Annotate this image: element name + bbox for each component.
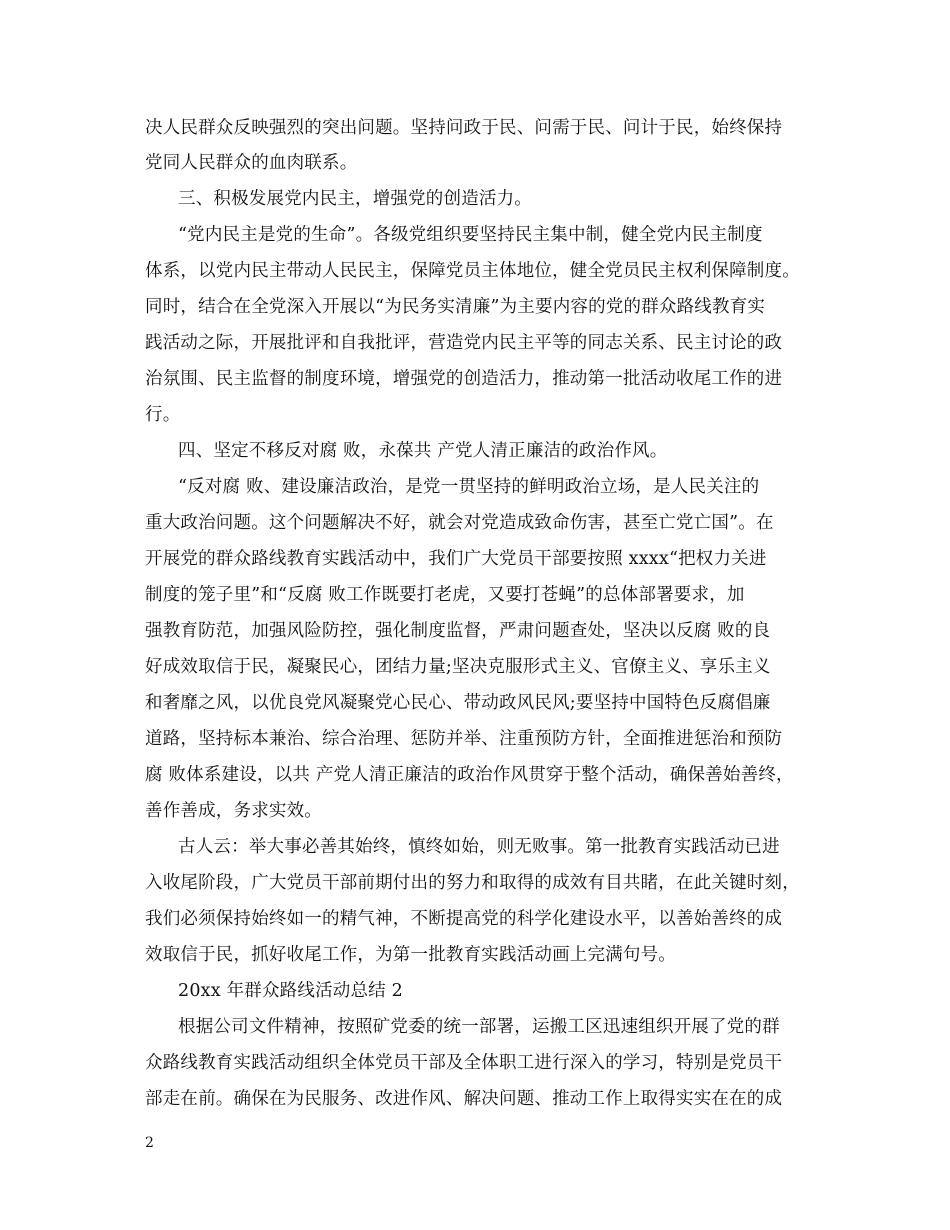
text-line: 重大政治问题。这个问题解决不好，就会对党造成致命伤害，甚至亡党亡国”。在 xyxy=(145,513,774,533)
text-line: 道路，坚持标本兼治、综合治理、惩防并举、注重预防方针，全面推进惩治和预防 xyxy=(145,729,783,749)
text-line: 党同人民群众的血肉联系。 xyxy=(145,153,358,173)
text-line: 根据公司文件精神，按照矿党委的统一部署，运搬工区迅速组织开展了党的群 xyxy=(178,1017,780,1037)
text-line: 决人民群众反映强烈的突出问题。坚持问政于民、问需于民、问计于民，始终保持 xyxy=(145,118,783,138)
text-line: 我们必须保持始终如一的精气神，不断提高党的科学化建设水平，以善始善终的成 xyxy=(145,909,783,929)
text-line: 开展党的群众路线教育实践活动中，我们广大党员干部要按照 xxxx“把权力关进 xyxy=(145,549,767,569)
text-line: 古人云：举大事必善其始终，慎终如始，则无败事。第一批教育实践活动已进 xyxy=(178,837,780,857)
text-line: 部走在前。确保在为民服务、改进作风、解决问题、推动工作上取得实实在在的成 xyxy=(145,1089,783,1109)
text-line: 践活动之际，开展批评和自我批评，营造党内民主平等的同志关系、民主讨论的政 xyxy=(145,333,783,353)
text-line: “党内民主是党的生命”。各级党组织要坚持民主集中制，健全党内民主制度 xyxy=(178,225,763,245)
text-line: 好成效取信于民，凝聚民心，团结力量;坚决克服形式主义、官僚主义、享乐主义 xyxy=(145,657,771,677)
text-line: 善作善成，务求实效。 xyxy=(145,801,322,821)
section-heading: 三、积极发展党内民主，增强党的创造活力。 xyxy=(178,189,532,209)
text-line: 制度的笼子里”和“反腐 败工作既要打老虎，又要打苍蝇”的总体部署要求，加 xyxy=(145,585,745,605)
text-line: 体系，以党内民主带动人民民主，保障党员主体地位，健全党员民主权利保障制度。 xyxy=(145,261,800,281)
text-line: “反对腐 败、建设廉洁政治，是党一贯坚持的鲜明政治立场，是人民关注的 xyxy=(178,477,760,497)
section-heading: 四、坚定不移反对腐 败，永葆共 产党人清正廉洁的政治作风。 xyxy=(178,441,668,461)
text-line: 强教育防范，加强风险防控，强化制度监督，严肃问题查处，坚决以反腐 败的良 xyxy=(145,621,771,641)
section-title: 20xx 年群众路线活动总结 2 xyxy=(178,981,403,1001)
text-line: 行。 xyxy=(145,405,181,425)
text-line: 众路线教育实践活动组织全体党员干部及全体职工进行深入的学习，特别是党员干 xyxy=(145,1053,783,1073)
page-number: 2 xyxy=(145,1135,154,1151)
text-line: 治氛围、民主监督的制度环境，增强党的创造活力，推动第一批活动收尾工作的进 xyxy=(145,369,783,389)
text-line: 入收尾阶段，广大党员干部前期付出的努力和取得的成效有目共睹，在此关键时刻， xyxy=(145,873,800,893)
text-line: 同时，结合在全党深入开展以“为民务实清廉”为主要内容的党的群众路线教育实 xyxy=(145,297,766,317)
text-line: 效取信于民，抓好收尾工作，为第一批教育实践活动画上完满句号。 xyxy=(145,945,676,965)
text-line: 腐 败体系建设，以共 产党人清正廉洁的政治作风贯穿于整个活动，确保善始善终， xyxy=(145,765,794,785)
text-line: 和奢靡之风，以优良党风凝聚党心民心、带动政风民风;要坚持中国特色反腐倡廉 xyxy=(145,693,771,713)
